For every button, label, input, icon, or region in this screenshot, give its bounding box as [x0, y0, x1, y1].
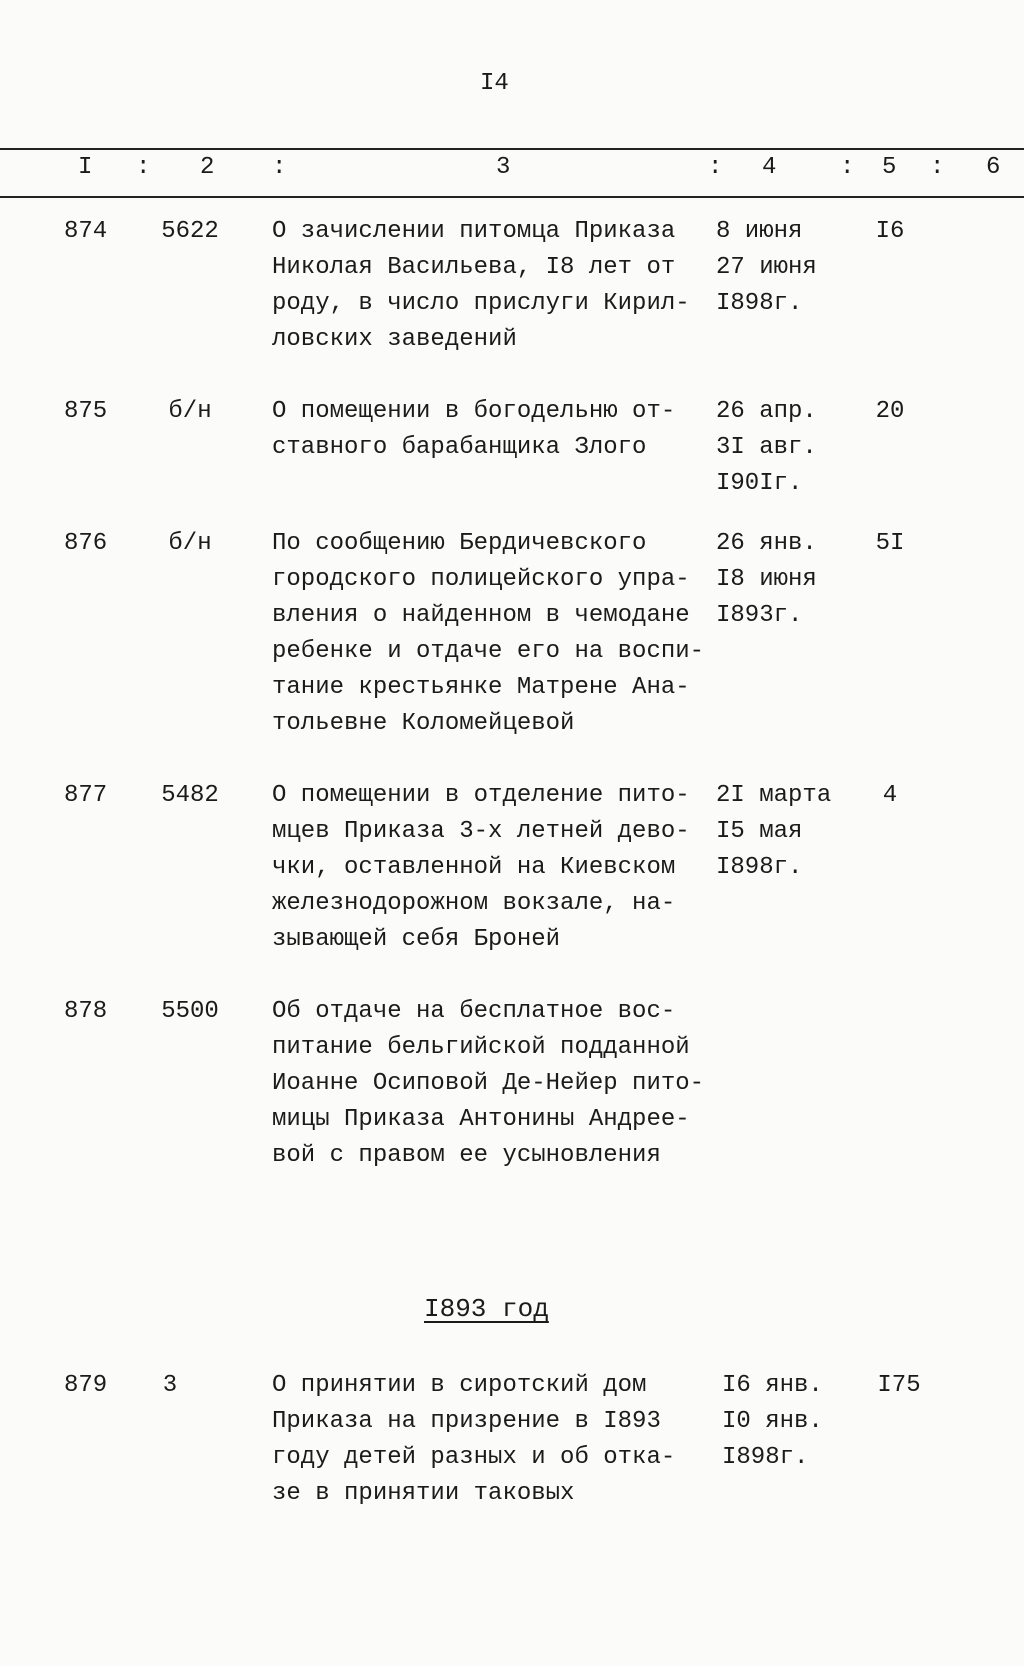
description-line: тание крестьянке Матрене Ана-: [272, 674, 690, 701]
date-line: 8 июня: [716, 218, 803, 245]
date-line: 2I марта: [716, 782, 832, 809]
description-line: Об отдаче на бесплатное вос-: [272, 998, 676, 1025]
entry-description: [272, 778, 712, 958]
header-sep-1: :: [136, 154, 151, 181]
entry-number: 875: [64, 398, 108, 425]
description-line: роду, в число прислуги Кирил-: [272, 290, 690, 317]
entry-description: [272, 214, 712, 358]
header-col-5: 5: [882, 154, 897, 181]
entry-sheets: I6: [875, 218, 905, 245]
header-sep-3: :: [708, 154, 723, 181]
entry-dates: [716, 214, 846, 322]
description-line: зывающей себя Броней: [272, 926, 561, 953]
description-line: зе в принятии таковых: [272, 1480, 575, 1507]
description-line: чки, оставленной на Киевском: [272, 854, 676, 881]
entry-description: [272, 394, 712, 466]
entry-number: 874: [64, 218, 108, 245]
entry-code: 5500: [161, 998, 219, 1025]
header-bottom-rule: [0, 196, 1024, 198]
entry-code: 3: [162, 1372, 178, 1399]
header-sep-4: :: [840, 154, 855, 181]
header-col-4: 4: [762, 154, 777, 181]
header-col-1: I: [78, 154, 93, 181]
date-line: 3I авг.: [716, 434, 817, 461]
page-number: I4: [480, 70, 509, 97]
entry-description: [272, 526, 712, 742]
header-sep-5: :: [930, 154, 945, 181]
description-line: О помещении в отделение пито-: [272, 782, 690, 809]
description-line: О принятии в сиротский дом: [272, 1372, 647, 1399]
entry-dates: [716, 778, 846, 886]
entry-sheets: 4: [882, 782, 898, 809]
entry-code: б/н: [168, 530, 212, 557]
description-line: железнодорожном вокзале, на-: [272, 890, 676, 917]
entry-code: 5622: [161, 218, 219, 245]
date-line: I0 янв.: [722, 1408, 823, 1435]
description-line: ставного барабанщика Злого: [272, 434, 647, 461]
description-line: году детей разных и об отка-: [272, 1444, 676, 1471]
description-line: О помещении в богодельню от-: [272, 398, 676, 425]
header-sep-2: :: [272, 154, 287, 181]
date-line: I898г.: [722, 1444, 809, 1471]
date-line: I898г.: [716, 854, 803, 881]
entry-dates: [716, 394, 846, 502]
description-line: По сообщению Бердичевского: [272, 530, 647, 557]
entry-number: 877: [64, 782, 108, 809]
description-line: вления о найденном в чемодане: [272, 602, 690, 629]
entry-dates: [716, 526, 846, 634]
entry-sheets: 5I: [875, 530, 905, 557]
date-line: I90Iг.: [716, 470, 803, 497]
header-col-3: 3: [496, 154, 511, 181]
date-line: I6 янв.: [722, 1372, 823, 1399]
description-line: ловских заведений: [272, 326, 517, 353]
entry-sheets: 20: [875, 398, 905, 425]
description-line: городского полицейского упра-: [272, 566, 690, 593]
entry-sheets: I75: [877, 1372, 921, 1399]
description-line: ребенке и отдаче его на воспи-: [272, 638, 705, 665]
description-line: вой с правом ее усыновления: [272, 1142, 661, 1169]
date-line: I5 мая: [716, 818, 803, 845]
date-line: I8 июня: [716, 566, 817, 593]
entry-number: 879: [64, 1372, 108, 1399]
entry-code: 5482: [161, 782, 219, 809]
entry-code: б/н: [168, 398, 212, 425]
entry-description: [272, 994, 712, 1174]
description-line: мицы Приказа Антонины Андрее-: [272, 1106, 690, 1133]
description-line: Иоанне Осиповой Де-Нейер пито-: [272, 1070, 705, 1097]
description-line: Приказа на призрение в I893: [272, 1408, 661, 1435]
date-line: I898г.: [716, 290, 803, 317]
date-line: 26 янв.: [716, 530, 817, 557]
description-line: Николая Васильева, I8 лет от: [272, 254, 676, 281]
header-col-6: 6: [986, 154, 1001, 181]
description-line: питание бельгийской подданной: [272, 1034, 690, 1061]
entry-number: 876: [64, 530, 108, 557]
date-line: 26 апр.: [716, 398, 817, 425]
date-line: 27 июня: [716, 254, 817, 281]
header-top-rule: [0, 148, 1024, 150]
entry-description: [272, 1368, 712, 1512]
entry-dates: [722, 1368, 852, 1476]
entry-number: 878: [64, 998, 108, 1025]
description-line: тольевне Коломейцевой: [272, 710, 575, 737]
section-title-year: I893 год: [424, 1294, 549, 1324]
description-line: мцев Приказа 3-х летней дево-: [272, 818, 690, 845]
description-line: О зачислении питомца Приказа: [272, 218, 676, 245]
header-col-2: 2: [200, 154, 215, 181]
date-line: I893г.: [716, 602, 803, 629]
